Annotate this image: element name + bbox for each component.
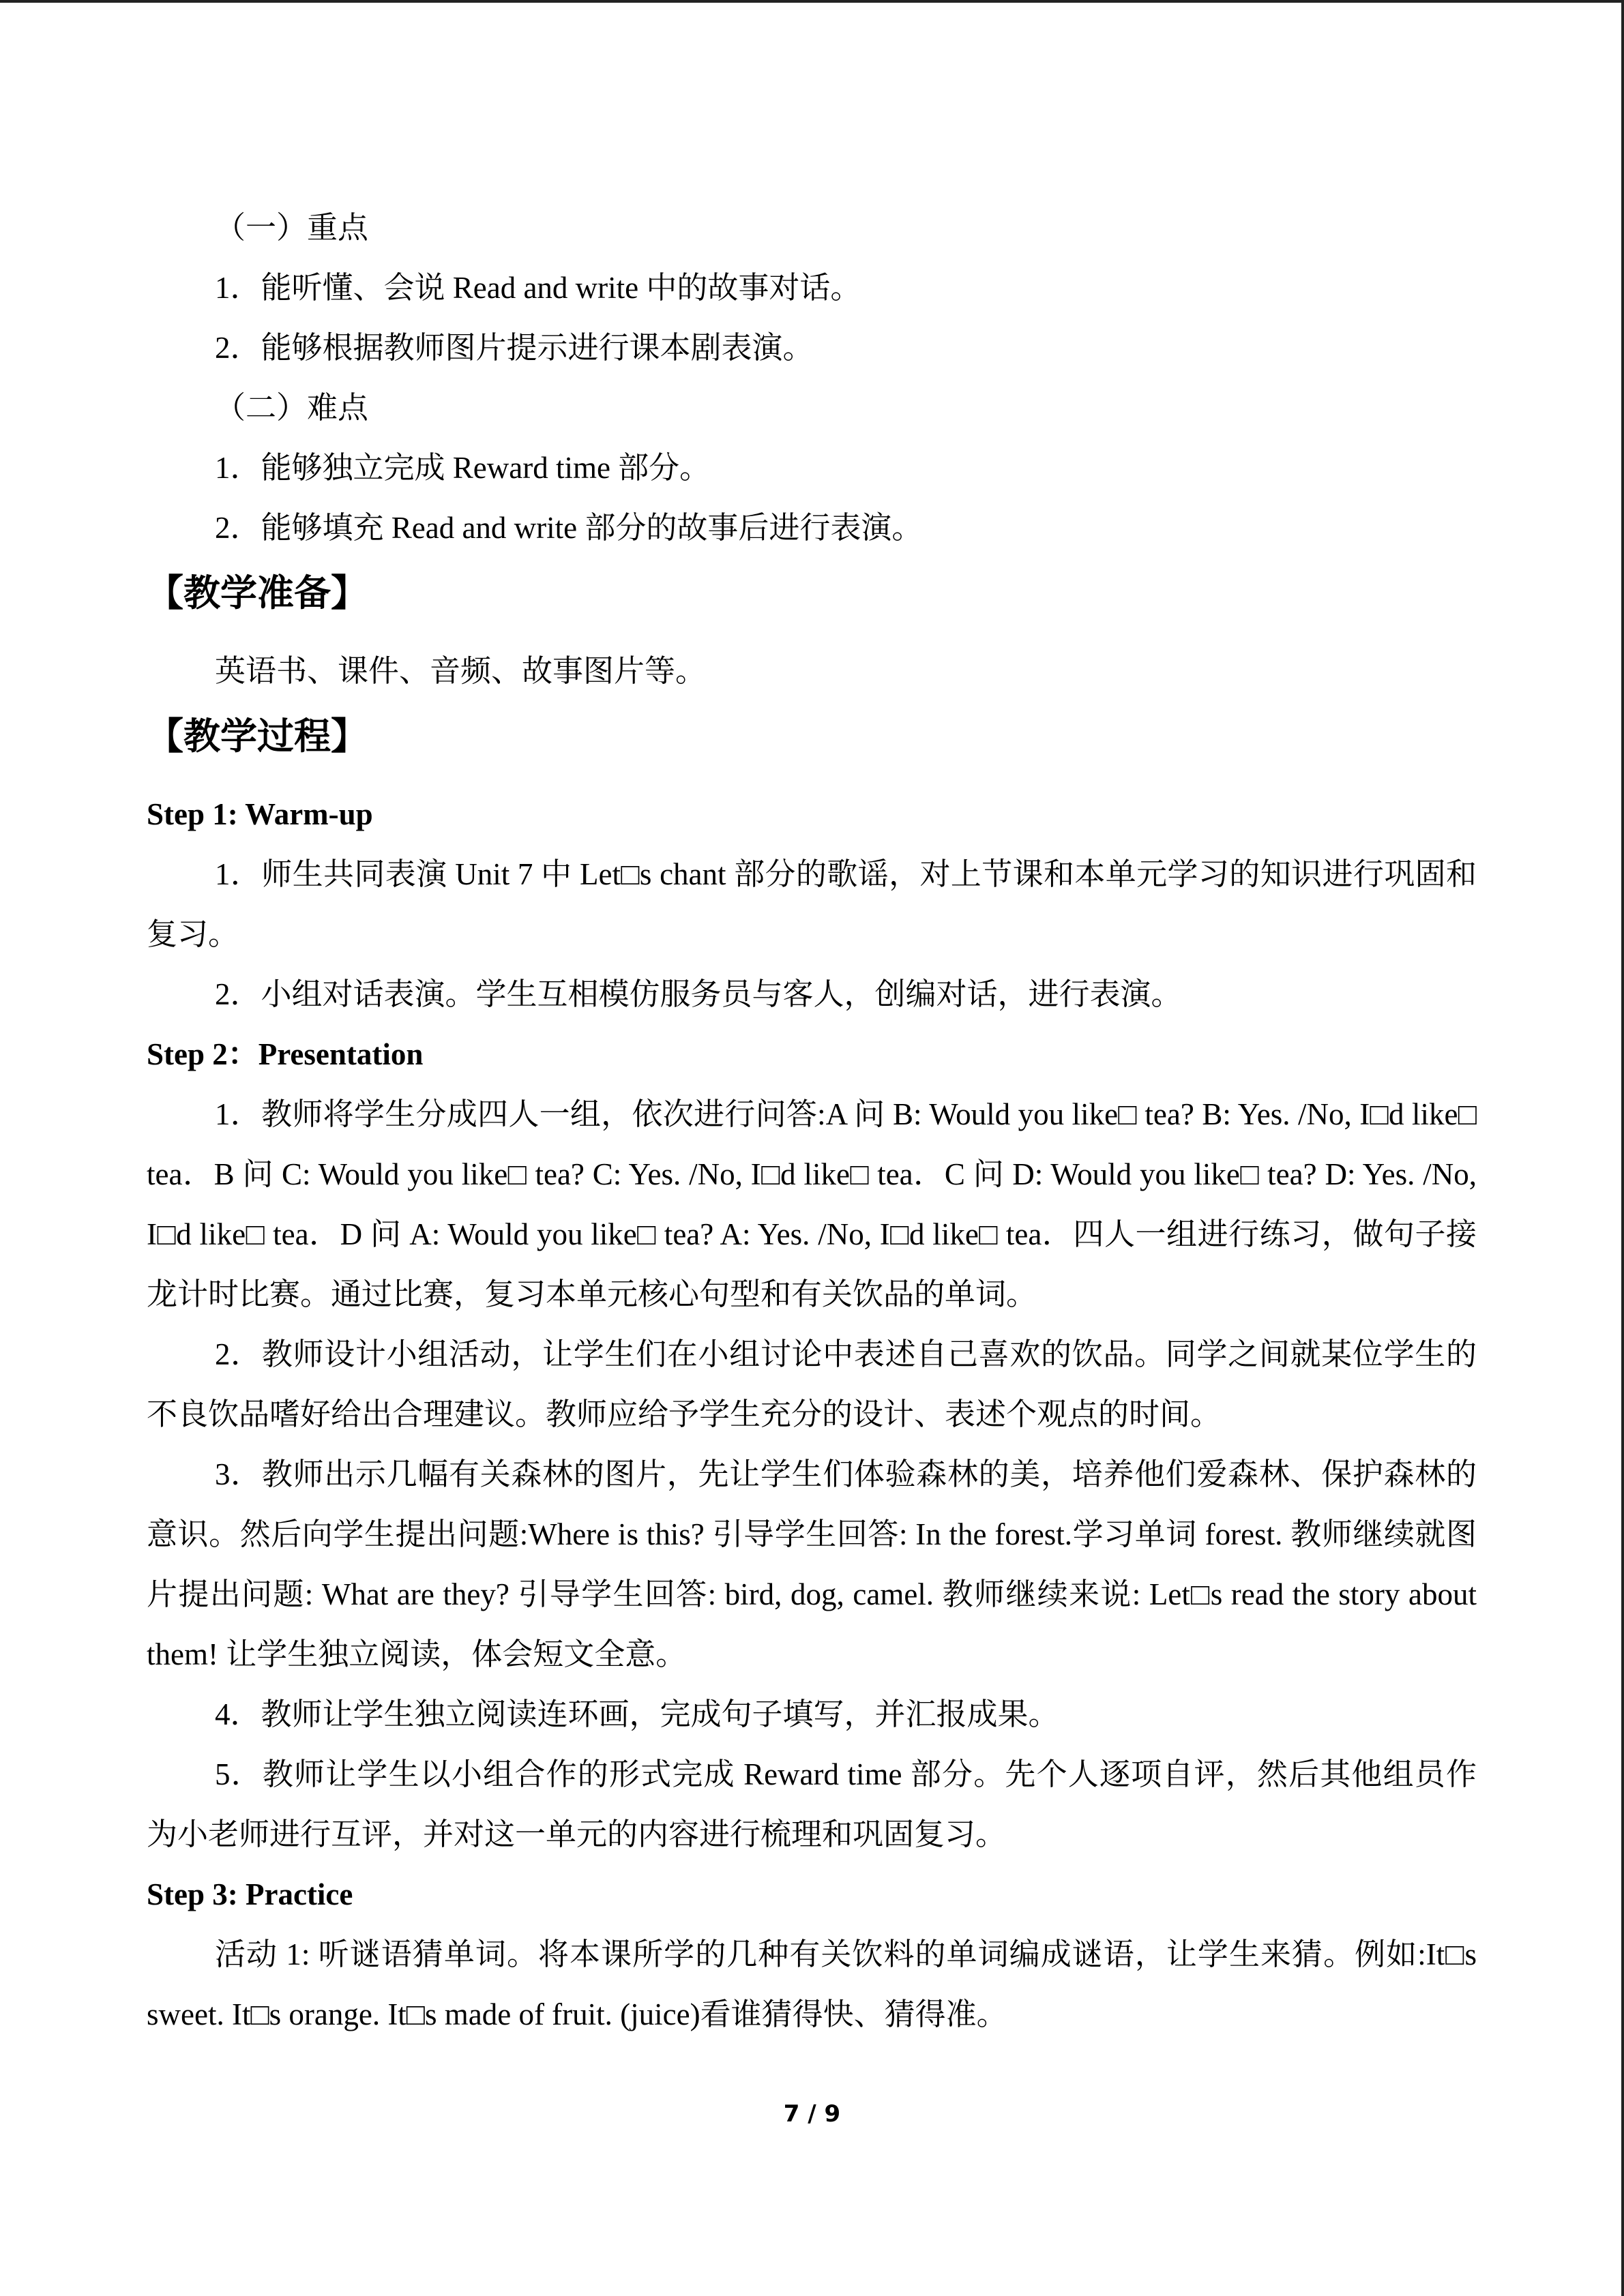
step1-title: Step 1: Warm-up bbox=[147, 797, 373, 831]
step3-paragraph-1: 活动 1: 听谜语猜单词。将本课所学的几种有关饮料的单词编成谜语，让学生来猜。例如:It□s sweet. It□s orange. It□s made of fruit. (juice)看谁猜得快、猜得准。 bbox=[147, 1937, 1477, 2031]
preparation-text: 英语书、课件、音频、故事图片等。 bbox=[215, 654, 707, 688]
focus-item-1: 1．能听懂、会说 Read and write 中的故事对话。 bbox=[215, 271, 861, 305]
difficulty-item-2: 2．能够填充 Read and write 部分的故事后进行表演。 bbox=[215, 511, 923, 545]
step2-paragraph-2: 2．教师设计小组活动，让学生们在小组讨论中表述自己喜欢的饮品。同学之间就某位学生的不良饮品嗜好给出合理建议。教师应给予学生充分的设计、表述个观点的时间。 bbox=[147, 1337, 1477, 1431]
step2-paragraph-1: 1．教师将学生分成四人一组，依次进行问答:A 问 B: Would you like□ tea? B: Yes. /No, I□d like□ tea．B 问 C: Would you like□ tea? C: Yes. /No, I□d like□ tea．C 问 D: Would you like□ tea? D: Yes. /No, I□d like□ tea．D 问 A: Would you like□ tea? A: Yes. /No, I□d like□ tea．四人一组进行练习，做句子接龙计时比赛。通过比赛，复习本单元核心句型和有关饮品的单词。 bbox=[147, 1097, 1477, 1311]
step2-paragraph-3: 3．教师出示几幅有关森林的图片，先让学生们体验森林的美，培养他们爱森林、保护森林的意识。然后向学生提出问题:Where is this? 引导学生回答: In the forest.学习单词 forest. 教师继续就图片提出问题: What are they? 引导学生回答: bird, dog, camel. 教师继续来说: Let□s read the story about them! 让学生独立阅读，体会短文全意。 bbox=[147, 1457, 1477, 1671]
step1-paragraph-2: 2．小组对话表演。学生互相模仿服务员与客人，创编对话，进行表演。 bbox=[215, 977, 1182, 1011]
step2-title: Step 2：Presentation bbox=[147, 1037, 424, 1071]
step2-body bbox=[147, 1084, 1477, 1864]
page-border-top bbox=[0, 0, 1624, 3]
step2-paragraph-4: 4．教师让学生独立阅读连环画，完成句子填写，并汇报成果。 bbox=[215, 1697, 1059, 1731]
difficulty-item-1: 1．能够独立完成 Reward time 部分。 bbox=[215, 451, 711, 485]
preparation-heading: 【教学准备】 bbox=[147, 573, 368, 614]
page-border-right bbox=[1621, 0, 1624, 2296]
focus-item-2: 2．能够根据教师图片提示进行课本剧表演。 bbox=[215, 331, 814, 365]
process-heading: 【教学过程】 bbox=[147, 716, 368, 757]
page-number: 7 / 9 bbox=[783, 2100, 841, 2128]
document-body bbox=[147, 198, 1477, 2044]
difficulty-heading: （二）难点 bbox=[215, 391, 369, 425]
step1-paragraph-1: 1．师生共同表演 Unit 7 中 Let□s chant 部分的歌谣，对上节课和本单元学习的知识进行巩固和复习。 bbox=[147, 857, 1477, 951]
step1-body bbox=[147, 844, 1477, 1024]
step3-body bbox=[147, 1924, 1477, 2044]
focus-heading: （一）重点 bbox=[215, 211, 369, 245]
step3-title: Step 3: Practice bbox=[147, 1877, 353, 1911]
step2-paragraph-5: 5．教师让学生以小组合作的形式完成 Reward time 部分。先个人逐项自评，然后其他组员作为小老师进行互评，并对这一单元的内容进行梳理和巩固复习。 bbox=[147, 1757, 1477, 1851]
